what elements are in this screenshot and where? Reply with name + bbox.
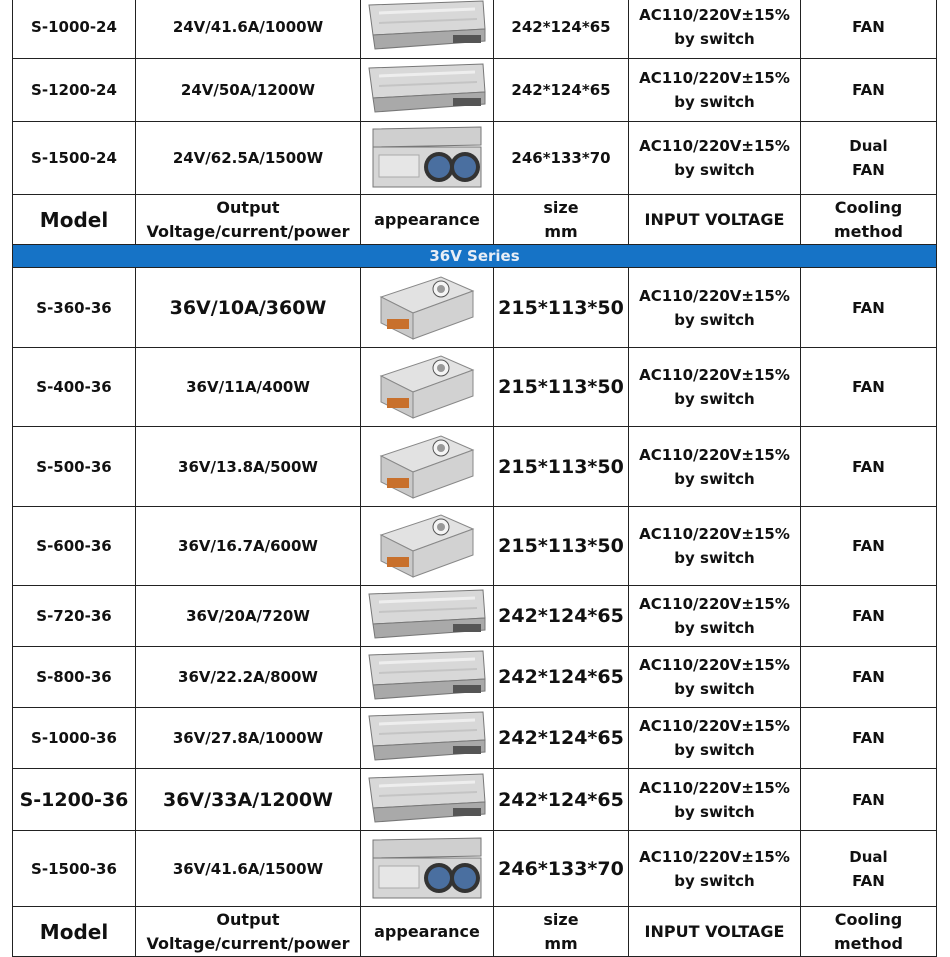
size-header: size mm xyxy=(494,195,629,245)
table-row xyxy=(13,122,937,195)
appearance-cell xyxy=(361,0,494,59)
header-row xyxy=(13,907,937,957)
output-cell: 24V/50A/1200W xyxy=(136,59,361,122)
appearance-cell xyxy=(361,268,494,348)
output-header: Output Voltage/current/power xyxy=(136,195,361,245)
input-voltage-cell: AC110/220V±15% by switch xyxy=(629,268,801,348)
output-cell: 36V/11A/400W xyxy=(136,348,361,427)
appearance-header: appearance xyxy=(361,907,494,957)
input-voltage-cell: AC110/220V±15% by switch xyxy=(629,0,801,59)
series-banner-row xyxy=(13,245,937,268)
appearance-cell xyxy=(361,122,494,195)
output-cell: 24V/41.6A/1000W xyxy=(136,0,361,59)
table-row xyxy=(13,0,937,59)
table-row xyxy=(13,427,937,507)
input-voltage-cell: AC110/220V±15% by switch xyxy=(629,122,801,195)
input-voltage-header: INPUT VOLTAGE xyxy=(629,907,801,957)
long-psu-icon xyxy=(365,772,489,828)
cooling-cell: Dual FAN xyxy=(801,831,937,907)
cooling-cell: FAN xyxy=(801,507,937,586)
model-header: Model xyxy=(13,907,136,957)
model-cell: S-1000-24 xyxy=(13,0,136,59)
table-row xyxy=(13,831,937,907)
cooling-cell: FAN xyxy=(801,427,937,507)
model-cell: S-1200-24 xyxy=(13,59,136,122)
size-cell: 246*133*70 xyxy=(494,122,629,195)
appearance-cell xyxy=(361,507,494,586)
top-fan-psu-icon xyxy=(377,352,477,422)
table-row xyxy=(13,586,937,647)
long-psu-icon xyxy=(365,710,489,766)
cooling-cell: FAN xyxy=(801,769,937,831)
cooling-header: Cooling method xyxy=(801,907,937,957)
model-cell: S-1500-24 xyxy=(13,122,136,195)
input-voltage-cell: AC110/220V±15% by switch xyxy=(629,708,801,769)
model-cell: S-1200-36 xyxy=(13,769,136,831)
model-cell: S-1500-36 xyxy=(13,831,136,907)
table-row xyxy=(13,348,937,427)
input-voltage-cell: AC110/220V±15% by switch xyxy=(629,647,801,708)
model-header: Model xyxy=(13,195,136,245)
output-header: Output Voltage/current/power xyxy=(136,907,361,957)
cooling-cell: FAN xyxy=(801,59,937,122)
size-cell: 242*124*65 xyxy=(494,769,629,831)
cooling-cell: FAN xyxy=(801,348,937,427)
series-banner: 36V Series xyxy=(13,245,937,268)
input-voltage-cell: AC110/220V±15% by switch xyxy=(629,586,801,647)
input-voltage-cell: AC110/220V±15% by switch xyxy=(629,427,801,507)
cooling-cell: FAN xyxy=(801,708,937,769)
cooling-cell: FAN xyxy=(801,0,937,59)
spec-table xyxy=(12,0,937,957)
appearance-cell xyxy=(361,348,494,427)
cooling-cell: FAN xyxy=(801,586,937,647)
output-cell: 36V/22.2A/800W xyxy=(136,647,361,708)
dual-fan-psu-icon xyxy=(369,836,485,902)
model-cell: S-720-36 xyxy=(13,586,136,647)
output-cell: 36V/27.8A/1000W xyxy=(136,708,361,769)
input-voltage-cell: AC110/220V±15% by switch xyxy=(629,348,801,427)
long-psu-icon xyxy=(365,0,489,55)
top-fan-psu-icon xyxy=(377,273,477,343)
appearance-cell xyxy=(361,708,494,769)
dual-fan-psu-icon xyxy=(369,125,485,191)
size-cell: 242*124*65 xyxy=(494,708,629,769)
size-cell: 242*124*65 xyxy=(494,59,629,122)
model-cell: S-800-36 xyxy=(13,647,136,708)
input-voltage-header: INPUT VOLTAGE xyxy=(629,195,801,245)
cooling-cell: FAN xyxy=(801,647,937,708)
top-fan-psu-icon xyxy=(377,511,477,581)
size-header: size mm xyxy=(494,907,629,957)
long-psu-icon xyxy=(365,649,489,705)
appearance-cell xyxy=(361,586,494,647)
header-row xyxy=(13,195,937,245)
output-cell: 36V/33A/1200W xyxy=(136,769,361,831)
size-cell: 215*113*50 xyxy=(494,348,629,427)
table-row xyxy=(13,708,937,769)
top-fan-psu-icon xyxy=(377,432,477,502)
size-cell: 242*124*65 xyxy=(494,0,629,59)
cooling-header: Cooling method xyxy=(801,195,937,245)
input-voltage-cell: AC110/220V±15% by switch xyxy=(629,769,801,831)
appearance-cell xyxy=(361,427,494,507)
table-row xyxy=(13,268,937,348)
output-cell: 36V/13.8A/500W xyxy=(136,427,361,507)
model-cell: S-400-36 xyxy=(13,348,136,427)
table-row xyxy=(13,769,937,831)
appearance-header: appearance xyxy=(361,195,494,245)
model-cell: S-1000-36 xyxy=(13,708,136,769)
size-cell: 215*113*50 xyxy=(494,427,629,507)
output-cell: 24V/62.5A/1500W xyxy=(136,122,361,195)
size-cell: 215*113*50 xyxy=(494,507,629,586)
appearance-cell xyxy=(361,59,494,122)
output-cell: 36V/10A/360W xyxy=(136,268,361,348)
table-row xyxy=(13,507,937,586)
model-cell: S-360-36 xyxy=(13,268,136,348)
cooling-cell: Dual FAN xyxy=(801,122,937,195)
appearance-cell xyxy=(361,769,494,831)
appearance-cell xyxy=(361,831,494,907)
input-voltage-cell: AC110/220V±15% by switch xyxy=(629,831,801,907)
table-row xyxy=(13,647,937,708)
long-psu-icon xyxy=(365,62,489,118)
model-cell: S-500-36 xyxy=(13,427,136,507)
input-voltage-cell: AC110/220V±15% by switch xyxy=(629,59,801,122)
model-cell: S-600-36 xyxy=(13,507,136,586)
size-cell: 246*133*70 xyxy=(494,831,629,907)
cooling-cell: FAN xyxy=(801,268,937,348)
output-cell: 36V/41.6A/1500W xyxy=(136,831,361,907)
size-cell: 242*124*65 xyxy=(494,586,629,647)
table-row xyxy=(13,59,937,122)
appearance-cell xyxy=(361,647,494,708)
output-cell: 36V/20A/720W xyxy=(136,586,361,647)
size-cell: 242*124*65 xyxy=(494,647,629,708)
input-voltage-cell: AC110/220V±15% by switch xyxy=(629,507,801,586)
output-cell: 36V/16.7A/600W xyxy=(136,507,361,586)
long-psu-icon xyxy=(365,588,489,644)
size-cell: 215*113*50 xyxy=(494,268,629,348)
